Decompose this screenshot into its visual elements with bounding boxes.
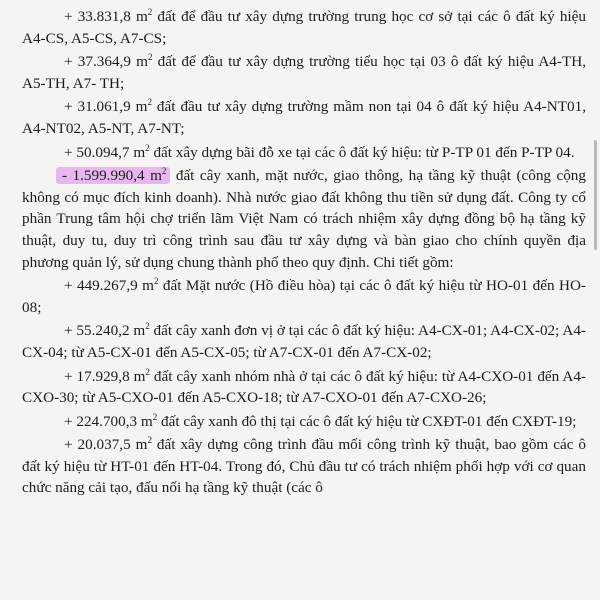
paragraph-technical-works-land: + 20.037,5 $m^2$ đất xây dựng công trình đầu mối công trình kỹ thuật, bao gồm các ô đất ký hiệu từ HT-01 đến HT-04. Trong đó, Chủ đầu tư có trách nhiệm phối hợp với cơ quan chức năng cải tạo, đấu nối hạ tầng kỹ thuật (các ô <box>22 435 586 497</box>
paragraph-unit-green-land: + 55.240,2 $m^2$ đất cây xanh đơn vị ở tại các ô đất ký hiệu: A4-CX-01; A4-CX-02; A4-CX-04; từ A5-CX-01 đến A5-CX-05; từ A7-CX-01 đến A7-CX-02; <box>22 321 586 361</box>
scrollbar-thumb[interactable] <box>594 140 597 250</box>
paragraph-water-surface-land: + 449.267,9 $m^2$ đất Mặt nước (Hồ điều hòa) tại các ô đất ký hiệu từ HO-01 đến HO-08; <box>22 276 586 316</box>
paragraph-middle-school-land: + 33.831,8 $m^2$ đất để đầu tư xây dựng trường trung học cơ sở tại các ô đất ký hiệu A4-CS, A5-CS, A7-CS; <box>22 6 586 47</box>
paragraph-kindergarten-land: + 31.061,9 $m^2$ đất đầu tư xây dựng trường mầm non tại 04 ô đất ký hiệu A4-NT01, A4-NT02, A5-NT, A7-NT; <box>22 97 586 137</box>
paragraph-primary-school-land: + 37.364,9 $m^2$ đất để đầu tư xây dựng trường tiểu học tại 03 ô đất ký hiệu A4-TH, A5-TH, A7- TH; <box>22 52 586 92</box>
paragraph-urban-green-land: + 224.700,3 $m^2$ đất cây xanh đô thị tại các ô đất ký hiệu từ CXĐT-01 đến CXĐT-19; <box>64 411 577 430</box>
highlighted-area-value: - 1.599.990,4 $m^2$ <box>56 167 170 184</box>
paragraph-green-water-infrastructure: - 1.599.990,4 $m^2$ đất cây xanh, mặt nước, giao thông, hạ tầng kỹ thuật (công cộng không có mục đích kinh doanh). Nhà nước giao đất không thu tiền sử dụng đất. Công ty cổ phần Trung tâm hội chợ triển lãm Việt Nam có trách nhiệm xây dựng đồng bộ hạ tầng kỹ thuật, duy tu, duy trì công trình sau đầu tư xây dựng và bàn giao cho chính quyền địa phương quản lý, sử dụng chung thành phố theo quy định. Chi tiết gồm: <box>22 166 586 271</box>
paragraph-housing-group-green-land: + 17.929,8 $m^2$ đất cây xanh nhóm nhà ở tại các ô đất ký hiệu: từ A4-CXO-01 đến A4-CXO-30; từ A5-CXO-01 đến A5-CXO-18; từ A7-CXO-01 đến A7-CXO-26; <box>22 366 586 407</box>
paragraph-parking-land: + 50.094,7 $m^2$ đất xây dựng bãi đỗ xe tại các ô đất ký hiệu: từ P-TP 01 đến P-TP 04. <box>64 142 575 161</box>
